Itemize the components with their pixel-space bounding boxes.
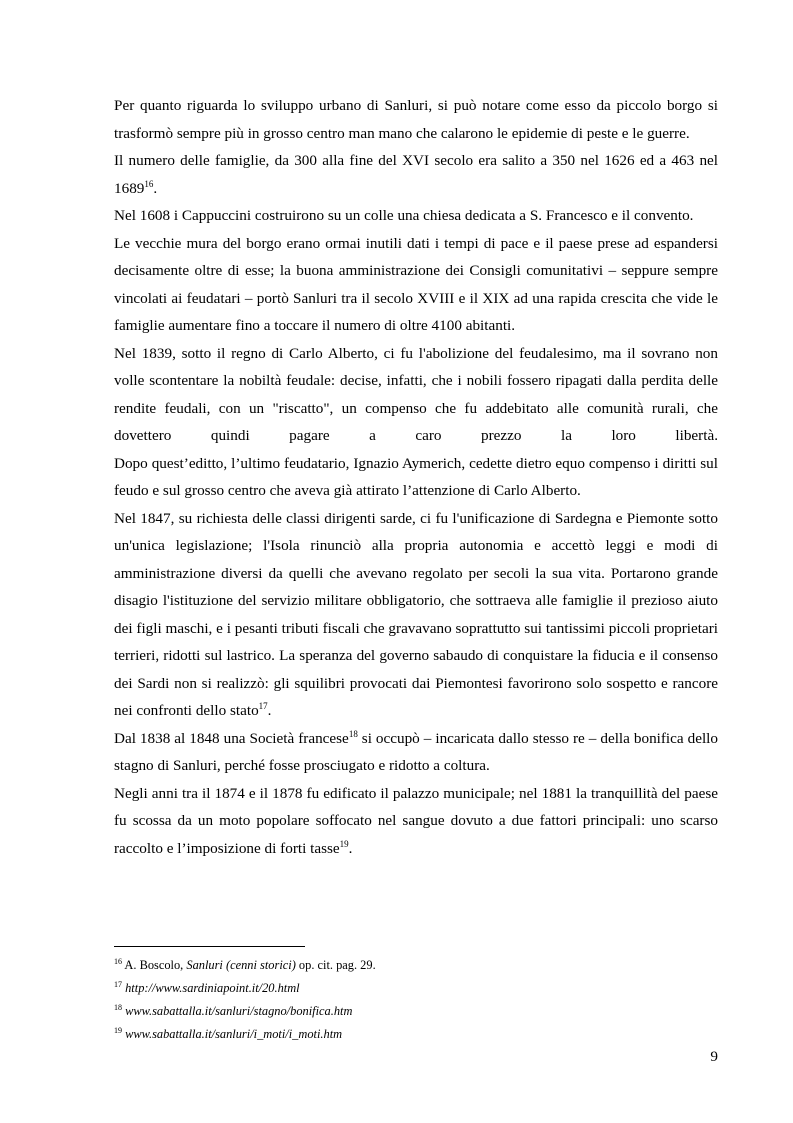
footnote-ref: 19 bbox=[339, 838, 349, 849]
footnote-link[interactable]: www.sabattalla.it/sanluri/i_moti/i_moti.htm bbox=[125, 1027, 343, 1041]
paragraph: Il numero delle famiglie, da 300 alla fine del XVI secolo era salito a 350 nel 1626 ed a 463 nel 1689$^{16}$. bbox=[114, 152, 718, 197]
paragraph: Dal 1838 al 1848 una Società francese$^{18}$ si occupò – incaricata dallo stesso re – della bonifica dello stagno di Sanluri, perché fosse prosciugato e ridotto a coltura. bbox=[114, 728, 718, 774]
footnote-link[interactable]: www.sabattalla.it/sanluri/stagno/bonifica.htm bbox=[125, 1004, 353, 1018]
footnote-link[interactable]: http://www.sardiniapoint.it/20.html bbox=[125, 981, 300, 995]
footnote-separator bbox=[114, 946, 305, 947]
footnote-ref: 17 bbox=[258, 701, 268, 711]
footnote: $^{17}$ http://www.sardiniapoint.it/20.html bbox=[114, 980, 300, 995]
body-text bbox=[114, 92, 718, 862]
paragraph: Negli anni tra il 1874 e il 1878 fu edificato il palazzo municipale; nel 1881 la tranquillità del paese fu scossa da un moto popolare soffocato nel sangue dovuto a due fattori principali: uno scarso raccolto e l’imposizione di forti tasse$^{19}$. bbox=[114, 784, 718, 857]
paragraph: Per quanto riguarda lo sviluppo urbano di Sanluri, si può notare come esso da piccolo borgo si trasformò sempre più in grosso centro man mano che calarono le epidemie di peste e le guerre. bbox=[114, 97, 718, 142]
footnote: $^{19}$ www.sabattalla.it/sanluri/i_moti/i_moti.htm bbox=[114, 1026, 343, 1041]
paragraph: Nel 1608 i Cappuccini costruirono su un colle una chiesa dedicata a S. Francesco e il convento. bbox=[114, 207, 694, 224]
paragraph: Le vecchie mura del borgo erano ormai inutili dati i tempi di pace e il paese prese ad espandersi decisamente oltre di esse; la buona amministrazione dei Consigli comunitativi – seppure sempre vincolati ai feudatari – portò Sanluri tra il secolo XVIII e il XIX ad una rapida crescita che vide le famiglie aumentare fino a toccare il numero di oltre 4100 abitanti. bbox=[114, 234, 718, 334]
paragraph: Nel 1839, sotto il regno di Carlo Alberto, ci fu l'abolizione del feudalesimo, ma il sovrano non volle scontentare la nobiltà feudale: decise, infatti, che i nobili fossero ripagati dalla perdita delle rendite feudali, con un "riscatto", un compenso che fu addebitato alle comunità rurali, che dovettero quindi pagare a caro prezzo la loro libertà. bbox=[114, 344, 718, 444]
footnotes bbox=[114, 954, 718, 1046]
page-number: 9 bbox=[710, 1048, 718, 1065]
paragraph: Nel 1847, su richiesta delle classi dirigenti sarde, ci fu l'unificazione di Sardegna e Piemonte sotto un'unica legislazione; l'Isola rinunciò alla propria autonomia e accettò leggi e modi di amministrazione diversi da quelli che avevano regolato per secoli la sua vita. Portarono grande disagio l'istituzione del servizio militare obbligatorio, che sottraeva alle famiglie il prezioso aiuto dei figli maschi, e i pesanti tributi fiscali che gravavano soprattutto sui tantissimi piccoli proprietari terrieri, ridotti sul lastrico. La speranza del governo sabaudo di conquistare la fiducia e il consenso dei Sardi non si realizzò: gli squilibri provocati dai Piemontesi favorirono solo sospetto e rancore nei confronti dello stato$^{17}$. bbox=[114, 509, 718, 719]
footnote: $^{16}$ A. Boscolo, Sanluri (cenni storici) op. cit. pag. 29. bbox=[114, 957, 376, 972]
paragraph: Dopo quest’editto, l’ultimo feudatario, Ignazio Aymerich, cedette dietro equo compenso i diritti sul feudo e sul grosso centro che aveva già attirato l’attenzione di Carlo Alberto. bbox=[114, 454, 718, 499]
footnote-ref: 18 bbox=[348, 728, 358, 739]
footnote-ref: 16 bbox=[144, 178, 154, 189]
footnote: $^{18}$ www.sabattalla.it/sanluri/stagno/bonifica.htm bbox=[114, 1003, 353, 1018]
